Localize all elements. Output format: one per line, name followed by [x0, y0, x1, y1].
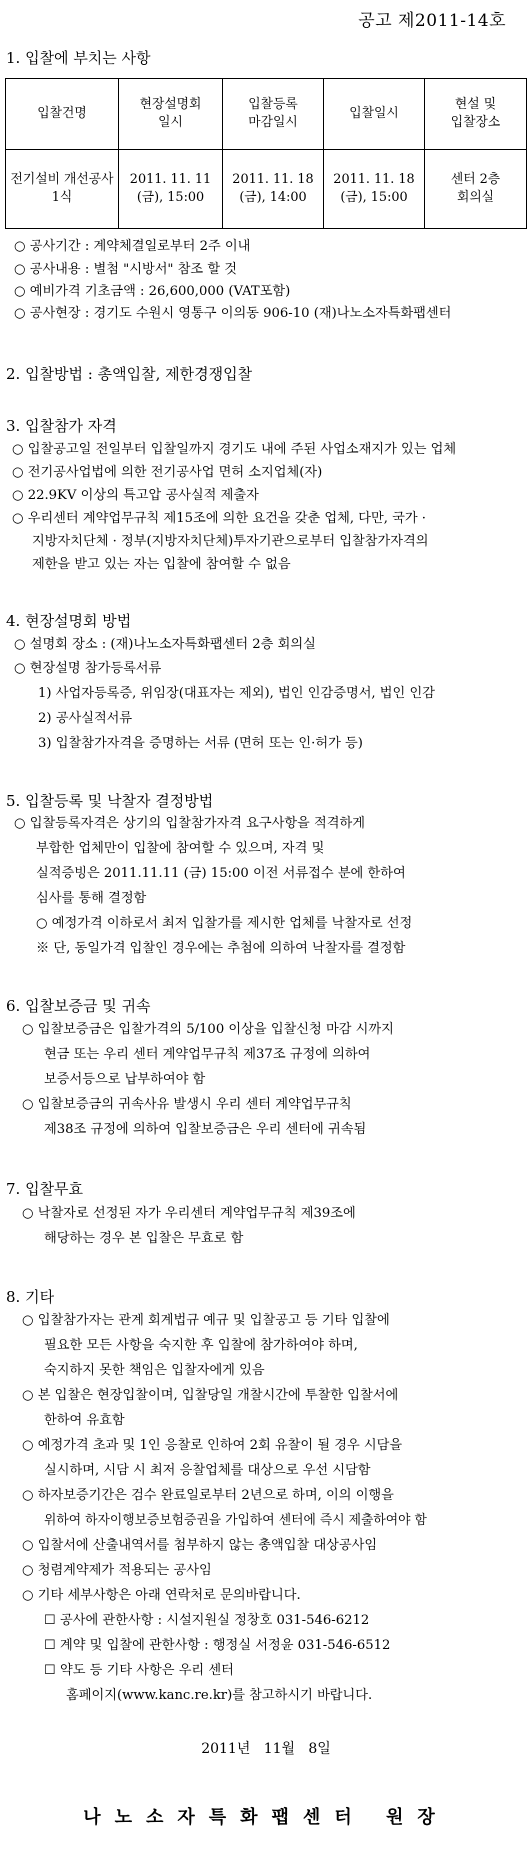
list-item: ○ 입찰등록자격은 상기의 입찰참가자격 요구사항을 적격하게 [14, 816, 365, 831]
table-header: 입찰일시 [324, 79, 425, 150]
bid-table [5, 78, 527, 229]
contact-item: ☐ 약도 등 기타 사항은 우리 센터 [44, 1663, 234, 1678]
list-item: ○ 청렴계약제가 적용되는 공사임 [22, 1563, 212, 1578]
list-item-continued: 한하여 유효함 [44, 1413, 125, 1428]
list-item: ○ 예정가격 이하로서 최저 입찰가를 제시한 업체를 낙찰자로 선정 [36, 916, 413, 931]
list-item: ○ 공사기간 : 계약체결일로부터 2주 이내 [14, 239, 251, 254]
table-header-row [6, 79, 527, 150]
list-item: ○ 입찰공고일 전일부터 입찰일까지 경기도 내에 주된 사업소재지가 있는 업체 [12, 442, 457, 457]
list-item: ○ 현장설명 참가등록서류 [14, 661, 162, 676]
list-item: ○ 예정가격 초과 및 1인 응찰로 인하여 2회 유찰이 될 경우 시담을 [22, 1438, 403, 1453]
list-item: ○ 입찰보증금은 입찰가격의 5/100 이상을 입찰신청 마감 시까지 [22, 1022, 394, 1037]
sub-list-item: 2) 공사실적서류 [38, 711, 133, 726]
list-item: ○ 공사현장 : 경기도 수원시 영통구 이의동 906-10 (재)나노소자특화팹센터 [14, 306, 452, 321]
signature: 나노소자특화팹센터 원장 [83, 1807, 449, 1828]
list-item-continued: 현금 또는 우리 센터 계약업무규칙 제37조 규정에 의하여 [44, 1047, 371, 1062]
section-title-6: 6. 입찰보증금 및 귀속 [6, 997, 151, 1015]
list-item: ○ 22.9KV 이상의 특고압 공사실적 제출자 [12, 488, 259, 503]
table-cell: 2011. 11. 18 (금), 15:00 [324, 150, 425, 229]
homepage-link: 홈페이지(www.kanc.re.kr)를 참고하시기 바랍니다. [66, 1688, 373, 1703]
note-item: ※ 단, 동일가격 입찰인 경우에는 추첨에 의하여 낙찰자를 결정함 [36, 941, 406, 956]
list-item: ○ 예비가격 기초금액 : 26,600,000 (VAT포함) [14, 284, 291, 299]
list-item-continued: 부합한 업체만이 입찰에 참여할 수 있으며, 자격 및 [36, 841, 325, 856]
list-item: ○ 우리센터 계약업무규칙 제15조에 의한 요건을 갖춘 업체, 다만, 국가 · [12, 511, 426, 526]
list-item: ○ 공사내용 : 별첨 "시방서" 참조 할 것 [14, 262, 238, 277]
list-item-continued: 지방자치단체 · 정부(지방자치단체)투자기관으로부터 입찰참가자격의 [32, 534, 429, 549]
list-item-continued: 실시하며, 시담 시 최저 응찰업체를 대상으로 우선 시담함 [44, 1463, 371, 1478]
table-cell: 센터 2층 회의실 [425, 150, 527, 229]
list-item: ○ 입찰서에 산출내역서를 첨부하지 않는 총액입찰 대상공사임 [22, 1538, 378, 1553]
table-cell: 2011. 11. 18 (금), 14:00 [223, 150, 324, 229]
table-header: 현설 및 입찰장소 [425, 79, 527, 150]
list-item-continued: 심사를 통해 결정함 [36, 891, 147, 906]
table-row [6, 150, 527, 229]
list-item: ○ 입찰보증금의 귀속사유 발생시 우리 센터 계약업무규칙 [22, 1097, 352, 1112]
section-title-1: 1. 입찰에 부치는 사항 [6, 49, 151, 67]
section-title-7: 7. 입찰무효 [6, 1180, 84, 1198]
section-title-5: 5. 입찰등록 및 낙찰자 결정방법 [6, 792, 214, 810]
list-item: ○ 하자보증기간은 검수 완료일로부터 2년으로 하며, 이의 이행을 [22, 1488, 394, 1503]
list-item-continued: 숙지하지 못한 책임은 입찰자에게 있음 [44, 1363, 265, 1378]
table-header: 현장설명회 일시 [119, 79, 223, 150]
notice-date: 2011년 11월 8일 [201, 1741, 331, 1757]
list-item: ○ 설명회 장소 : (재)나노소자특화팹센터 2층 회의실 [14, 637, 316, 652]
table-cell: 전기설비 개선공사 1식 [6, 150, 119, 229]
section-title-3: 3. 입찰참가 자격 [6, 417, 117, 435]
sub-list-item: 1) 사업자등록증, 위임장(대표자는 제외), 법인 인감증명서, 법인 인감 [38, 686, 435, 701]
list-item-continued: 실적증빙은 2011.11.11 (금) 15:00 이전 서류접수 분에 한하여 [36, 866, 406, 881]
list-item-continued: 해당하는 경우 본 입찰은 무효로 함 [44, 1231, 244, 1246]
table-header: 입찰등록 마감일시 [223, 79, 324, 150]
table-cell: 2011. 11. 11 (금), 15:00 [119, 150, 223, 229]
contact-item: ☐ 공사에 관한사항 : 시설지원실 정창호 031-546-6212 [44, 1613, 370, 1628]
list-item-continued: 제38조 규정에 의하여 입찰보증금은 우리 센터에 귀속됨 [44, 1122, 367, 1137]
list-item-continued: 필요한 모든 사항을 숙지한 후 입찰에 참가하여야 하며, [44, 1338, 358, 1353]
sub-list-item: 3) 입찰참가자격을 증명하는 서류 (면허 또는 인·허가 등) [38, 736, 363, 751]
list-item-continued: 보증서등으로 납부하여야 함 [44, 1072, 206, 1087]
list-item: ○ 본 입찰은 현장입찰이며, 입찰당일 개찰시간에 투찰한 입찰서에 [22, 1388, 399, 1403]
list-item-continued: 위하여 하자이행보증보험증권을 가입하여 센터에 즉시 제출하여야 함 [44, 1513, 427, 1528]
list-item: ○ 기타 세부사항은 아래 연락처로 문의바랍니다. [22, 1588, 301, 1603]
section-title-8: 8. 기타 [6, 1288, 55, 1306]
section-title-2: 2. 입찰방법 : 총액입찰, 제한경쟁입찰 [6, 365, 253, 383]
list-item-continued: 제한을 받고 있는 자는 입찰에 참여할 수 없음 [32, 557, 291, 572]
contact-item: ☐ 계약 및 입찰에 관한사항 : 행정실 서정윤 031-546-6512 [44, 1638, 391, 1653]
list-item: ○ 낙찰자로 선정된 자가 우리센터 계약업무규칙 제39조에 [22, 1206, 356, 1221]
table-header: 입찰건명 [6, 79, 119, 150]
list-item: ○ 전기공사업법에 의한 전기공사업 면허 소지업체(자) [12, 465, 323, 480]
section-title-4: 4. 현장설명회 방법 [6, 612, 132, 630]
list-item: ○ 입찰참가자는 관계 회계법규 예규 및 입찰공고 등 기타 입찰에 [22, 1313, 390, 1328]
notice-number: 공고 제2011-14호 [358, 11, 506, 31]
